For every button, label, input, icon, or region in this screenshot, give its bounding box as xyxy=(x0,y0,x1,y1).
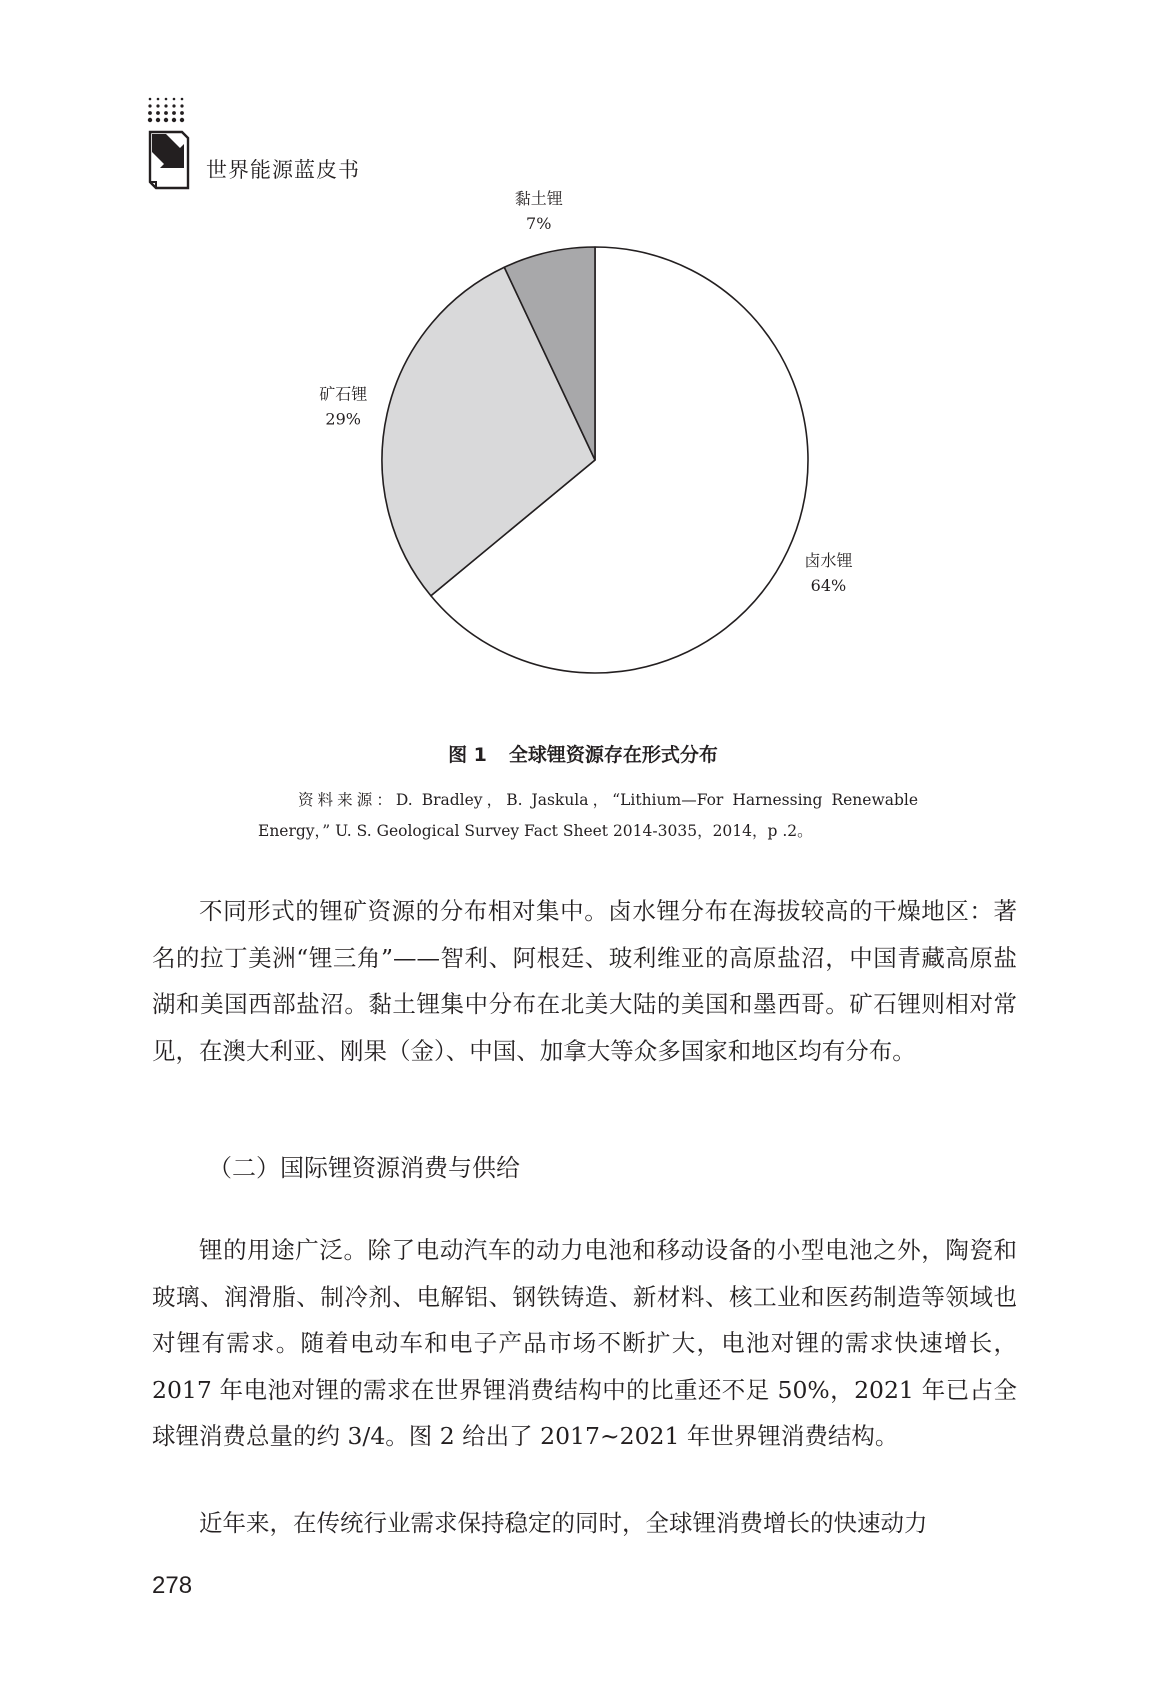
paragraph-lithium-uses: 锂的用途广泛。除了电动汽车的动力电池和移动设备的小型电池之外，陶瓷和玻璃、润滑脂、制冷剂、电解铝、钢铁铸造、新材料、核工业和医药制造等领域也对锂有需求。随着电动车和电子产品市场不断扩大，电池对锂的需求快速增长，2017 年电池对锂的需求在世界锂消费结构中的比重还不足 50%，2021 年已占全球锂消费总量的约 3/4。图 2 给出了 2017~2021 年世界锂消费结构。 xyxy=(152,1236,1017,1450)
pie-value-2: 7% xyxy=(526,214,552,234)
section-heading: （二）国际锂资源消费与供给 xyxy=(208,1154,520,1182)
source-line-1: 资料来源：D. Bradley，B. Jaskula，“Lithium—For Harnessing Renewable xyxy=(298,791,918,809)
paragraph-lithium-distribution: 不同形式的锂矿资源的分布相对集中。卤水锂分布在海拔较高的干燥地区：著名的拉丁美洲“锂三角”——智利、阿根廷、玻利维亚的高原盐沼，中国青藏高原盐湖和美国西部盐沼。黏土锂集中分布在北美大陆的美国和墨西哥。矿石锂则相对常见，在澳大利亚、刚果（金）、中国、加拿大等众多国家和地区均有分布。 xyxy=(152,897,1017,1065)
pie-value-0: 64% xyxy=(810,575,847,595)
figure-title: 全球锂资源存在形式分布 xyxy=(508,744,718,766)
pie-value-1: 29% xyxy=(325,409,361,429)
paragraph-recent-years: 近年来，在传统行业需求保持稳定的同时，全球锂消费增长的快速动力 xyxy=(199,1509,928,1537)
pie-chart xyxy=(0,189,1166,735)
pie-label-0: 卤水锂 xyxy=(804,550,853,570)
book-title: 世界能源蓝皮书 xyxy=(206,158,360,182)
pie-label-2: 黏土锂 xyxy=(514,189,563,209)
source-line-2: Energy，” U. S. Geological Survey Fact Sheet 2014-3035，2014，p .2。 xyxy=(258,822,813,840)
book-logo-icon xyxy=(148,96,192,196)
figure-source xyxy=(258,785,918,847)
figure-number: 图 1 xyxy=(448,744,487,766)
pie-label-1: 矿石锂 xyxy=(319,384,368,404)
page-number: 278 xyxy=(152,1572,193,1599)
figure-caption xyxy=(0,740,1166,767)
